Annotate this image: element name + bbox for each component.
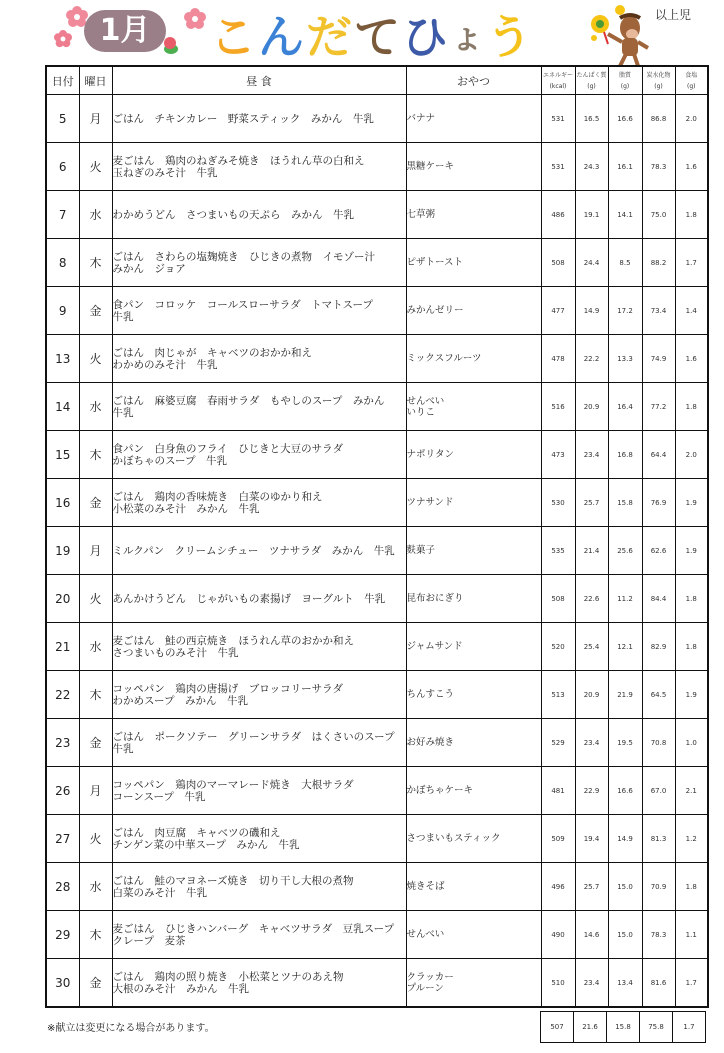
date-cell: 6 xyxy=(46,143,79,191)
lunch-line: あんかけうどん じゃがいもの素揚げ ヨーグルト 牛乳 xyxy=(112,592,386,605)
energy-cell: 473 xyxy=(541,431,575,479)
date-cell: 14 xyxy=(46,383,79,431)
title-char: う xyxy=(486,10,532,64)
energy-cell: 513 xyxy=(541,671,575,719)
title-char: ょ xyxy=(450,17,484,57)
protein-cell: 25.7 xyxy=(575,863,608,911)
fat-cell: 16.8 xyxy=(608,431,642,479)
fat-cell: 16.1 xyxy=(608,143,642,191)
horse-illustration-icon xyxy=(590,4,650,66)
lunch-line: 大根のみそ汁 みかん 牛乳 xyxy=(112,982,249,995)
lunch-line: ごはん さわらの塩麹焼き ひじきの煮物 イモゾー汁 xyxy=(112,250,375,263)
energy-cell: 508 xyxy=(541,575,575,623)
snack-line: ジャムサンド xyxy=(406,641,463,652)
salt-cell: 1.8 xyxy=(675,863,708,911)
lunch-line: わかめスープ みかん 牛乳 xyxy=(112,694,248,707)
day-of-week-cell: 月 xyxy=(79,527,112,575)
date-cell: 9 xyxy=(46,287,79,335)
snack-line: プルーン xyxy=(406,982,444,994)
date-cell: 21 xyxy=(46,623,79,671)
snack-cell xyxy=(406,143,541,191)
date-cell: 13 xyxy=(46,335,79,383)
menu-row xyxy=(46,815,708,863)
protein-cell: 20.9 xyxy=(575,671,608,719)
protein-cell: 14.9 xyxy=(575,287,608,335)
lunch-line: さつまいものみそ汁 牛乳 xyxy=(112,646,239,659)
menu-row xyxy=(46,335,708,383)
day-of-week-cell: 月 xyxy=(79,767,112,815)
protein-cell: 24.4 xyxy=(575,239,608,287)
menu-row xyxy=(46,863,708,911)
lunch-cell xyxy=(112,335,406,383)
snack-line: クラッカー xyxy=(406,971,454,983)
change-notice: ※献立は変更になる場合があります。 xyxy=(47,1023,215,1034)
snack-line: 麩菓子 xyxy=(406,545,436,556)
carb-cell: 64.5 xyxy=(642,671,675,719)
salt-cell: 1.7 xyxy=(675,959,708,1008)
carb-cell: 78.3 xyxy=(642,143,675,191)
menu-table xyxy=(45,65,709,1008)
energy-cell: 490 xyxy=(541,911,575,959)
carb-cell: 78.3 xyxy=(642,911,675,959)
lunch-cell xyxy=(112,239,406,287)
lunch-cell xyxy=(112,431,406,479)
average-row xyxy=(541,1012,706,1043)
snack-line: ちんすこう xyxy=(406,689,455,700)
col-header-date: 日付 xyxy=(46,66,79,95)
snack-cell xyxy=(406,815,541,863)
lunch-line: コッペパン 鶏肉のマーマレード焼き 大根サラダ xyxy=(112,778,354,791)
lunch-line: 麦ごはん 鶏肉のねぎみそ焼き ほうれん草の白和え xyxy=(112,154,365,167)
col-header-salt: 食塩 (g) xyxy=(675,66,708,95)
salt-cell: 1.8 xyxy=(675,383,708,431)
snack-line: みかんゼリー xyxy=(406,305,464,316)
carb-cell: 81.3 xyxy=(642,815,675,863)
menu-row xyxy=(46,575,708,623)
fat-cell: 15.0 xyxy=(608,863,642,911)
menu-row xyxy=(46,239,708,287)
title-char: ん xyxy=(258,10,304,64)
average-table xyxy=(540,1011,706,1043)
lunch-cell xyxy=(112,191,406,239)
date-cell: 29 xyxy=(46,911,79,959)
lunch-line: 食パン 白身魚のフライ ひじきと大豆のサラダ xyxy=(112,442,344,455)
carb-cell: 86.8 xyxy=(642,95,675,143)
protein-cell: 22.9 xyxy=(575,767,608,815)
lunch-line: ごはん ポークソテー グリーンサラダ はくさいのスープ xyxy=(112,730,395,743)
title-char: だ xyxy=(306,10,352,64)
salt-cell: 1.6 xyxy=(675,335,708,383)
carb-cell: 84.4 xyxy=(642,575,675,623)
col-header-protein: たんぱく質 (g) xyxy=(575,66,608,95)
energy-cell: 529 xyxy=(541,719,575,767)
snack-cell xyxy=(406,911,541,959)
snack-line: お好み焼き xyxy=(406,737,455,748)
menu-row xyxy=(46,719,708,767)
protein-cell: 20.9 xyxy=(575,383,608,431)
lunch-cell xyxy=(112,959,406,1008)
plum-flower-icon xyxy=(184,8,206,30)
salt-cell: 1.9 xyxy=(675,527,708,575)
menu-row xyxy=(46,479,708,527)
snack-cell xyxy=(406,959,541,1008)
lunch-cell xyxy=(112,767,406,815)
day-of-week-cell: 火 xyxy=(79,143,112,191)
lunch-line: ごはん 肉じゃが キャベツのおかか和え xyxy=(112,346,312,359)
salt-cell: 1.8 xyxy=(675,623,708,671)
avg-protein: 21.6 xyxy=(574,1012,607,1043)
lunch-line: コーンスープ 牛乳 xyxy=(112,790,206,803)
menu-row xyxy=(46,767,708,815)
carb-cell: 76.9 xyxy=(642,479,675,527)
lunch-line: ごはん 鶏肉の香味焼き 白菜のゆかり和え xyxy=(112,490,323,503)
snack-cell xyxy=(406,287,541,335)
day-of-week-cell: 金 xyxy=(79,287,112,335)
snack-cell xyxy=(406,719,541,767)
energy-cell: 516 xyxy=(541,383,575,431)
energy-cell: 508 xyxy=(541,239,575,287)
date-cell: 7 xyxy=(46,191,79,239)
lunch-line: みかん ジョア xyxy=(112,262,186,275)
menu-row xyxy=(46,671,708,719)
menu-row xyxy=(46,431,708,479)
protein-cell: 23.4 xyxy=(575,431,608,479)
lunch-line: ごはん 麻婆豆腐 春雨サラダ もやしのスープ みかん xyxy=(112,394,385,407)
avg-fat: 15.8 xyxy=(607,1012,640,1043)
lunch-line: わかめうどん さつまいもの天ぷら みかん 牛乳 xyxy=(112,208,354,221)
avg-salt: 1.7 xyxy=(673,1012,706,1043)
salt-cell: 1.0 xyxy=(675,719,708,767)
snack-line: 昆布おにぎり xyxy=(406,593,464,604)
fat-cell: 13.3 xyxy=(608,335,642,383)
energy-cell: 510 xyxy=(541,959,575,1008)
snack-line: さつまいもスティック xyxy=(406,833,501,844)
protein-cell: 22.6 xyxy=(575,575,608,623)
salt-cell: 1.7 xyxy=(675,239,708,287)
snack-cell xyxy=(406,863,541,911)
protein-cell: 25.4 xyxy=(575,623,608,671)
snack-line: ツナサンド xyxy=(406,497,454,508)
salt-cell: 1.8 xyxy=(675,575,708,623)
carb-cell: 70.8 xyxy=(642,719,675,767)
fat-cell: 21.9 xyxy=(608,671,642,719)
lunch-line: 白菜のみそ汁 牛乳 xyxy=(112,886,207,899)
protein-cell: 23.4 xyxy=(575,959,608,1008)
table-header-row xyxy=(46,66,708,95)
lunch-cell xyxy=(112,479,406,527)
menu-row xyxy=(46,911,708,959)
lunch-line: 牛乳 xyxy=(112,310,134,323)
snack-cell xyxy=(406,671,541,719)
snack-cell xyxy=(406,431,541,479)
salt-cell: 1.6 xyxy=(675,143,708,191)
menu-row xyxy=(46,959,708,1008)
snack-line: ナポリタン xyxy=(406,449,455,460)
date-cell: 30 xyxy=(46,959,79,1008)
fat-cell: 16.4 xyxy=(608,383,642,431)
date-cell: 19 xyxy=(46,527,79,575)
menu-row xyxy=(46,623,708,671)
fat-cell: 8.5 xyxy=(608,239,642,287)
lunch-line: 玉ねぎのみそ汁 牛乳 xyxy=(112,166,218,179)
fat-cell: 15.0 xyxy=(608,911,642,959)
fat-cell: 16.6 xyxy=(608,767,642,815)
date-cell: 27 xyxy=(46,815,79,863)
snack-line: 焼きそば xyxy=(406,881,445,892)
menu-row xyxy=(46,95,708,143)
day-of-week-cell: 金 xyxy=(79,959,112,1008)
lunch-line: ごはん 鮭のマヨネーズ焼き 切り干し大根の煮物 xyxy=(112,874,354,887)
date-cell: 8 xyxy=(46,239,79,287)
snack-cell xyxy=(406,623,541,671)
salt-cell: 1.1 xyxy=(675,911,708,959)
energy-cell: 496 xyxy=(541,863,575,911)
salt-cell: 2.0 xyxy=(675,431,708,479)
fat-cell: 13.4 xyxy=(608,959,642,1008)
col-header-carb: 炭水化物 (g) xyxy=(642,66,675,95)
snack-line: かぼちゃケーキ xyxy=(406,785,474,796)
energy-cell: 535 xyxy=(541,527,575,575)
col-header-energy: エネルギー (kcal) xyxy=(541,66,575,95)
carb-cell: 64.4 xyxy=(642,431,675,479)
day-of-week-cell: 水 xyxy=(79,383,112,431)
snack-cell xyxy=(406,527,541,575)
salt-cell: 1.4 xyxy=(675,287,708,335)
lunch-cell xyxy=(112,911,406,959)
date-cell: 28 xyxy=(46,863,79,911)
fat-cell: 17.2 xyxy=(608,287,642,335)
fat-cell: 19.5 xyxy=(608,719,642,767)
menu-row xyxy=(46,143,708,191)
date-cell: 15 xyxy=(46,431,79,479)
snack-cell xyxy=(406,767,541,815)
carb-cell: 75.0 xyxy=(642,191,675,239)
lunch-cell xyxy=(112,383,406,431)
snack-cell xyxy=(406,383,541,431)
salt-cell: 1.8 xyxy=(675,191,708,239)
fat-cell: 15.8 xyxy=(608,479,642,527)
lunch-line: かぼちゃのスープ 牛乳 xyxy=(112,454,227,467)
fat-cell: 11.2 xyxy=(608,575,642,623)
salt-cell: 2.1 xyxy=(675,767,708,815)
carb-cell: 77.2 xyxy=(642,383,675,431)
energy-cell: 486 xyxy=(541,191,575,239)
lunch-cell xyxy=(112,143,406,191)
snack-line: ピザトースト xyxy=(406,257,464,268)
carb-cell: 88.2 xyxy=(642,239,675,287)
date-cell: 22 xyxy=(46,671,79,719)
page-title xyxy=(210,6,534,62)
day-of-week-cell: 木 xyxy=(79,911,112,959)
fat-cell: 12.1 xyxy=(608,623,642,671)
month-badge: 1月 xyxy=(84,10,166,52)
avg-carb: 75.8 xyxy=(640,1012,673,1043)
snack-cell xyxy=(406,191,541,239)
snack-cell xyxy=(406,575,541,623)
lunch-line: ごはん 鶏肉の照り焼き 小松菜とツナのあえ物 xyxy=(112,970,344,983)
protein-cell: 21.4 xyxy=(575,527,608,575)
carb-cell: 67.0 xyxy=(642,767,675,815)
energy-cell: 531 xyxy=(541,143,575,191)
salt-cell: 1.9 xyxy=(675,671,708,719)
day-of-week-cell: 木 xyxy=(79,431,112,479)
carb-cell: 73.4 xyxy=(642,287,675,335)
lunch-line: コッペパン 鶏肉の唐揚げ ブロッコリーサラダ xyxy=(112,682,343,695)
protein-cell: 22.2 xyxy=(575,335,608,383)
col-header-snack: おやつ xyxy=(406,66,541,95)
fat-cell: 14.1 xyxy=(608,191,642,239)
menu-row xyxy=(46,287,708,335)
menu-row xyxy=(46,527,708,575)
energy-cell: 531 xyxy=(541,95,575,143)
title-char: ひ xyxy=(402,10,448,64)
lunch-line: 牛乳 xyxy=(112,406,134,419)
lunch-cell xyxy=(112,287,406,335)
energy-cell: 481 xyxy=(541,767,575,815)
date-cell: 23 xyxy=(46,719,79,767)
lunch-cell xyxy=(112,671,406,719)
carb-cell: 62.6 xyxy=(642,527,675,575)
day-of-week-cell: 木 xyxy=(79,239,112,287)
camellia-bud-icon xyxy=(163,36,179,54)
lunch-cell xyxy=(112,815,406,863)
snack-line: ミックスフルーツ xyxy=(406,353,482,364)
energy-cell: 530 xyxy=(541,479,575,527)
day-of-week-cell: 金 xyxy=(79,719,112,767)
snack-line: バナナ xyxy=(406,113,436,124)
day-of-week-cell: 木 xyxy=(79,671,112,719)
lunch-line: ミルクパン クリームシチュー ツナサラダ みかん 牛乳 xyxy=(112,544,395,557)
salt-cell: 2.0 xyxy=(675,95,708,143)
date-cell: 16 xyxy=(46,479,79,527)
title-char: こ xyxy=(210,10,256,64)
snack-cell xyxy=(406,95,541,143)
day-of-week-cell: 火 xyxy=(79,815,112,863)
header-banner xyxy=(0,0,724,66)
carb-cell: 81.6 xyxy=(642,959,675,1008)
energy-cell: 509 xyxy=(541,815,575,863)
lunch-line: ごはん 肉豆腐 キャベツの磯和え xyxy=(112,826,281,839)
lunch-cell xyxy=(112,527,406,575)
carb-cell: 74.9 xyxy=(642,335,675,383)
snack-line: せんべい xyxy=(406,395,445,407)
day-of-week-cell: 水 xyxy=(79,863,112,911)
fat-cell: 25.6 xyxy=(608,527,642,575)
protein-cell: 19.4 xyxy=(575,815,608,863)
title-char: て xyxy=(354,10,400,64)
lunch-line: 麦ごはん ひじきハンバーグ キャベツサラダ 豆乳スープ xyxy=(112,922,395,935)
fat-cell: 16.6 xyxy=(608,95,642,143)
col-header-lunch: 昼 食 xyxy=(112,66,406,95)
carb-cell: 82.9 xyxy=(642,623,675,671)
salt-cell: 1.2 xyxy=(675,815,708,863)
snack-line: せんべい xyxy=(406,929,445,940)
day-of-week-cell: 火 xyxy=(79,575,112,623)
salt-cell: 1.9 xyxy=(675,479,708,527)
lunch-cell xyxy=(112,623,406,671)
snack-line: 黒糖ケーキ xyxy=(406,161,455,172)
lunch-cell xyxy=(112,95,406,143)
col-header-day: 曜日 xyxy=(79,66,112,95)
lunch-line: わかめのみそ汁 牛乳 xyxy=(112,358,218,371)
energy-cell: 520 xyxy=(541,623,575,671)
lunch-line: ごはん チキンカレー 野菜スティック みかん 牛乳 xyxy=(112,112,374,125)
snack-cell xyxy=(406,479,541,527)
plum-flower-icon xyxy=(54,30,72,48)
energy-cell: 477 xyxy=(541,287,575,335)
protein-cell: 23.4 xyxy=(575,719,608,767)
menu-row xyxy=(46,191,708,239)
date-cell: 5 xyxy=(46,95,79,143)
protein-cell: 24.3 xyxy=(575,143,608,191)
lunch-line: 食パン コロッケ コールスローサラダ トマトスープ xyxy=(112,298,374,311)
protein-cell: 16.5 xyxy=(575,95,608,143)
lunch-line: 小松菜のみそ汁 みかん 牛乳 xyxy=(112,502,260,515)
day-of-week-cell: 金 xyxy=(79,479,112,527)
age-group-label: 以上児 xyxy=(655,8,692,22)
day-of-week-cell: 火 xyxy=(79,335,112,383)
protein-cell: 14.6 xyxy=(575,911,608,959)
energy-cell: 478 xyxy=(541,335,575,383)
menu-row xyxy=(46,383,708,431)
date-cell: 26 xyxy=(46,767,79,815)
avg-energy: 507 xyxy=(541,1012,574,1043)
lunch-line: チンゲン菜の中華スープ みかん 牛乳 xyxy=(112,838,300,851)
protein-cell: 25.7 xyxy=(575,479,608,527)
lunch-line: クレープ 麦茶 xyxy=(112,934,186,947)
day-of-week-cell: 水 xyxy=(79,191,112,239)
lunch-cell xyxy=(112,719,406,767)
col-header-fat: 脂質 (g) xyxy=(608,66,642,95)
snack-cell xyxy=(406,335,541,383)
snack-cell xyxy=(406,239,541,287)
fat-cell: 14.9 xyxy=(608,815,642,863)
lunch-cell xyxy=(112,575,406,623)
day-of-week-cell: 月 xyxy=(79,95,112,143)
carb-cell: 70.9 xyxy=(642,863,675,911)
lunch-line: 牛乳 xyxy=(112,742,134,755)
snack-line: 七草粥 xyxy=(406,209,436,220)
lunch-line: 麦ごはん 鮭の西京焼き ほうれん草のおかか和え xyxy=(112,634,354,647)
protein-cell: 19.1 xyxy=(575,191,608,239)
date-cell: 20 xyxy=(46,575,79,623)
snack-line: いりこ xyxy=(406,406,436,418)
lunch-cell xyxy=(112,863,406,911)
day-of-week-cell: 水 xyxy=(79,623,112,671)
